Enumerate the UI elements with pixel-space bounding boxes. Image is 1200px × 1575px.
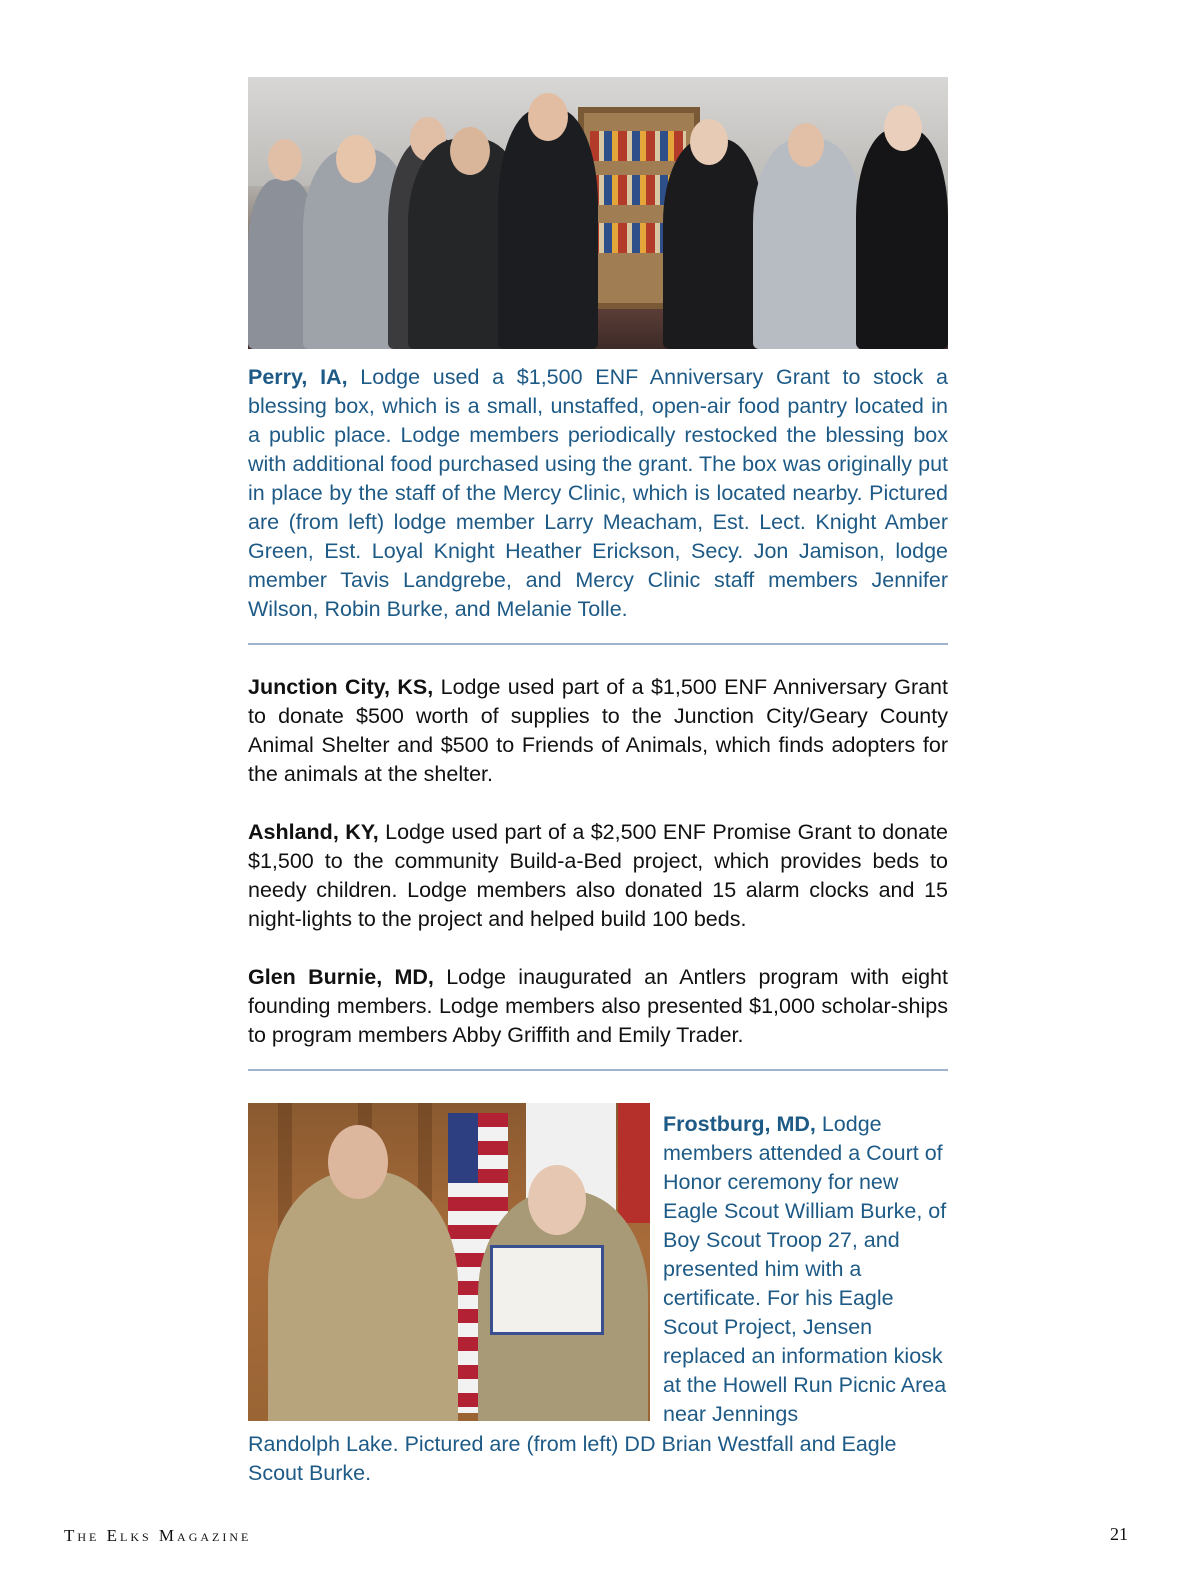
person-head xyxy=(788,123,824,167)
person-head xyxy=(884,105,922,151)
perry-group-photo xyxy=(248,77,948,349)
certificate xyxy=(490,1245,604,1335)
ashland-block xyxy=(248,818,948,934)
glen-burnie-block xyxy=(248,963,948,1050)
flag-canton xyxy=(448,1113,478,1183)
magazine-title: The Elks Magazine xyxy=(64,1526,252,1545)
perry-caption-block xyxy=(248,363,948,624)
person-head xyxy=(336,135,376,183)
frostburg-scout-photo xyxy=(248,1103,650,1421)
frostburg-caption-continued: Randolph Lake. Pictured are (from left) DD Brian Westfall and Eagle Scout Burke. xyxy=(248,1432,897,1485)
glen-burnie-text: Lodge inaugurated an Antlers program with eight founding members. Lodge members also presented $1,000 scholar-ships to program members Abby Griffith and Emily Trader. xyxy=(248,965,948,1047)
scout-leader-head xyxy=(328,1125,388,1199)
eagle-scout-head xyxy=(528,1165,586,1235)
person-silhouette xyxy=(753,139,863,349)
junction-city-paragraph xyxy=(248,673,948,789)
section-divider xyxy=(248,1069,948,1071)
person-head xyxy=(268,139,302,181)
frostburg-text: Lodge members attended a Court of Honor ceremony for new Eagle Scout William Burke, of Boy Scout Troop 27, and presented him with a certificate. For his Eagle Scout Project, Jensen replaced an information kiosk at the Howell Run Picnic Area near Jennings xyxy=(663,1112,947,1426)
ashland-lead: Ashland, KY, xyxy=(248,820,379,844)
person-head xyxy=(528,93,568,141)
page-number: 21 xyxy=(1110,1524,1128,1544)
person-silhouette xyxy=(856,129,948,349)
person-head xyxy=(690,119,728,165)
ashland-paragraph xyxy=(248,818,948,934)
person-silhouette xyxy=(498,109,598,349)
red-banner xyxy=(618,1103,650,1223)
pantry-shelf xyxy=(590,131,686,161)
scout-leader-silhouette xyxy=(268,1171,458,1421)
junction-city-lead: Junction City, KS, xyxy=(248,675,434,699)
glen-burnie-paragraph xyxy=(248,963,948,1050)
perry-text: Lodge used a $1,500 ENF Anniversary Grant to stock a blessing box, which is a small, unstaffed, open-air food pantry located in a public place. Lodge members periodically restocked the blessing box with additional food purchased using the grant. The box was originally put in place by the staff of the Mercy Clinic, which is located nearby. Pictured are (from left) lodge member Larry Meacham, Est. Lect. Knight Amber Green, Est. Loyal Knight Heather Erickson, Secy. Jon Jamison, lodge member Tavis Landgrebe, and Mercy Clinic staff members Jennifer Wilson, Robin Burke, and Melanie Tolle. xyxy=(248,365,948,621)
glen-burnie-lead: Glen Burnie, MD, xyxy=(248,965,434,989)
ashland-text: Lodge used part of a $2,500 ENF Promise Grant to donate $1,500 to the community Build-a-Bed project, which provides beds to needy children. Lodge members also donated 15 alarm clocks and 15 night-lights to the project and helped build 100 beds. xyxy=(248,820,949,931)
perry-lead: Perry, IA, xyxy=(248,365,348,389)
junction-city-block xyxy=(248,673,948,789)
person-silhouette xyxy=(663,139,763,349)
frostburg-caption xyxy=(663,1110,953,1429)
frostburg-lead: Frostburg, MD, xyxy=(663,1112,816,1136)
perry-caption xyxy=(248,363,948,624)
section-divider xyxy=(248,643,948,645)
person-head xyxy=(450,127,490,175)
junction-city-text: Lodge used part of a $1,500 ENF Anniversary Grant to donate $500 worth of supplies to the Junction City/Geary County Animal Shelter and $500 to Friends of Animals, which finds adopters for the animals at the shelter. xyxy=(248,675,948,786)
